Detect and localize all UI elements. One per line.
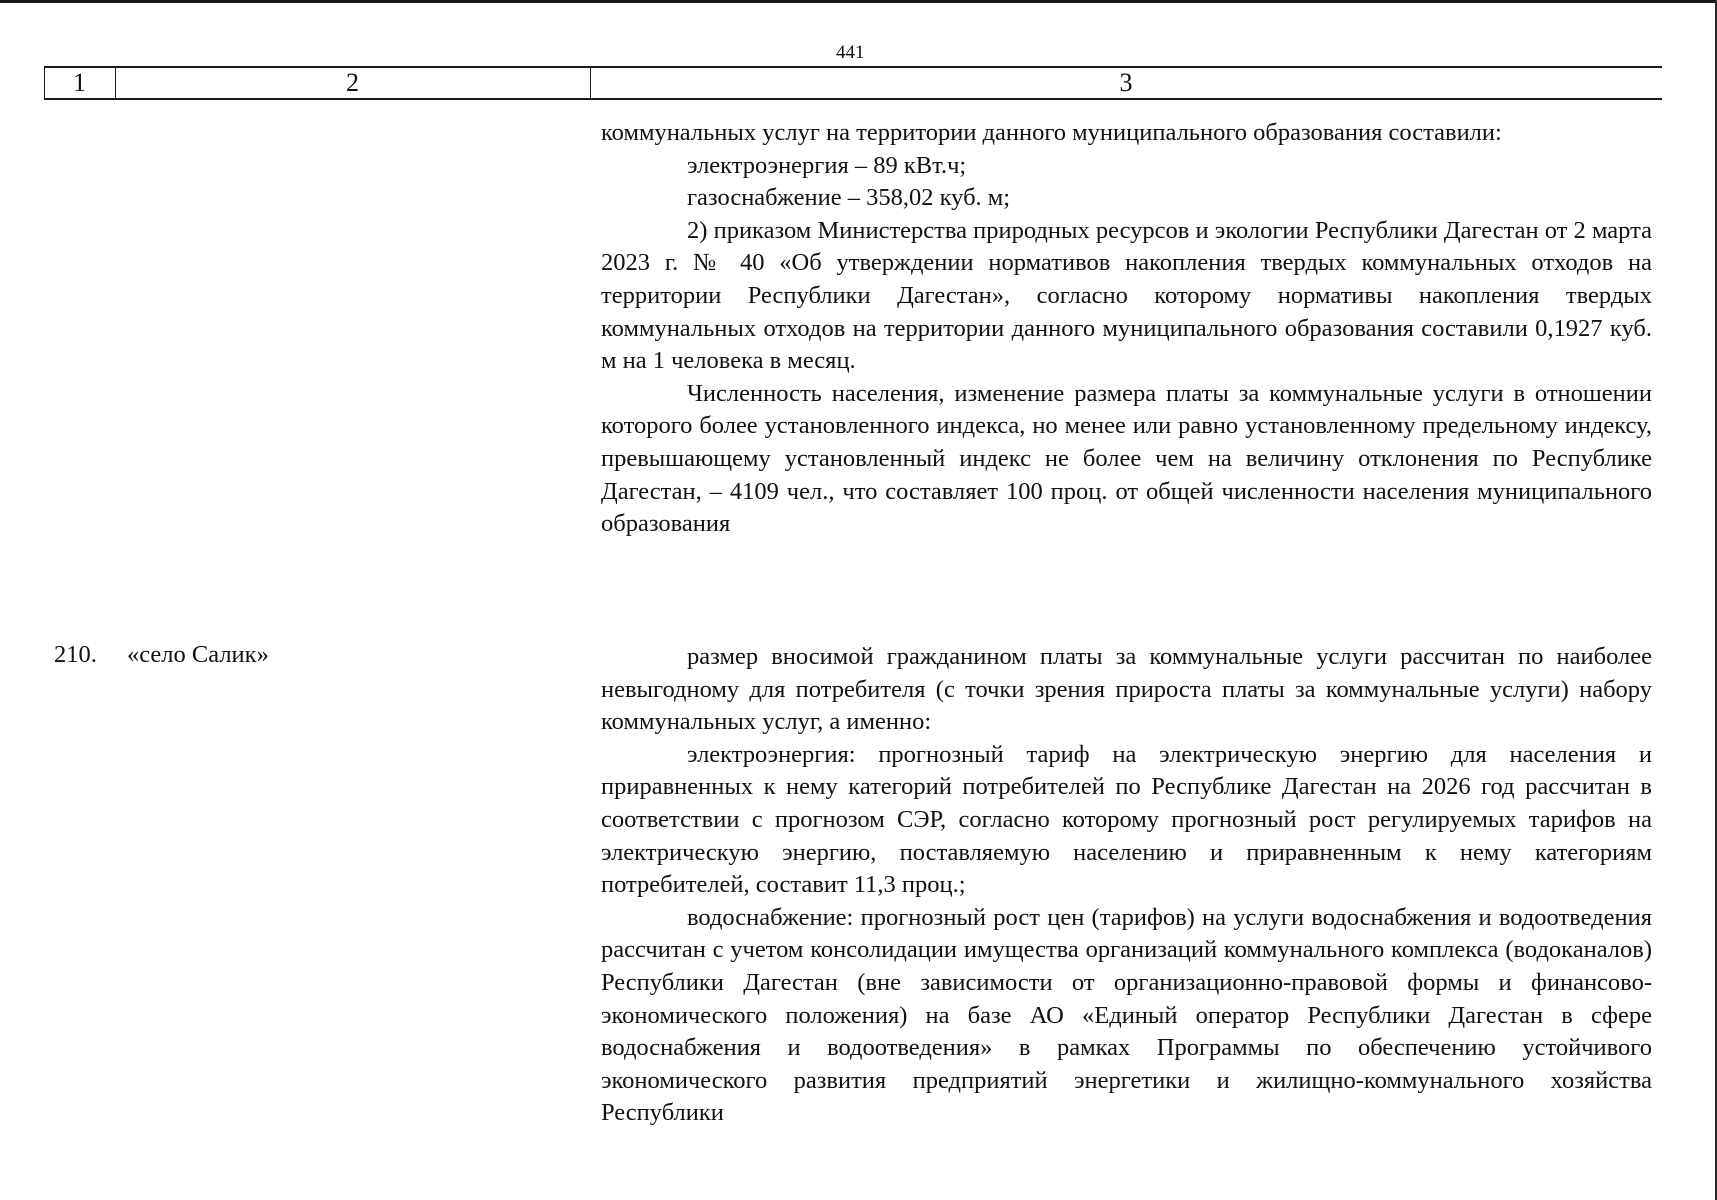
column-header-1: 1 [73, 68, 86, 97]
row-number: 210. [54, 641, 97, 668]
row-210-text-block [601, 641, 1652, 1130]
continuation-paragraph: коммунальных услуг на территории данного муниципального образования составили: [601, 119, 1502, 146]
column-header-3: 3 [1119, 68, 1133, 97]
continuation-text-block [601, 117, 1652, 541]
continuation-paragraph: Численность населения, изменение размера платы за коммунальные услуги в отношении которого более установленного индекса, но менее или равно установленному предельному индексу, превышающему установленный индекс не более чем на величину отклонения по Республике Дагестан, – 4109 чел., что составляет 100 проц. от общей численности населения муниципального образования [601, 379, 1652, 538]
scan-top-edge [0, 0, 1717, 3]
municipality-name: «село Салик» [127, 641, 269, 668]
page-number: 441 [836, 42, 865, 63]
row-210-paragraph: электроэнергия: прогнозный тариф на электрическую энергию для населения и приравненных к нему категорий потребителей по Республике Дагестан на 2026 год рассчитан в соответствии с прогнозом СЭР, согласно которому прогнозный рост регулируемых тарифов на электрическую энергию, поставляемую населению и приравненным к нему категориям потребителей, составит 11,3 проц.; [601, 740, 1652, 899]
continuation-paragraph: электроэнергия – 89 кВт.ч; [687, 151, 967, 179]
continuation-paragraph: газоснабжение – 358,02 куб. м; [687, 184, 1011, 212]
row-210-paragraph: водоснабжение: прогнозный рост цен (тарифов) на услуги водоснабжения и водоотведения рассчитан с учетом консолидации имущества организаций коммунального комплекса (водоканалов) Республики Дагестан (вне зависимости от организационно-правовой формы и финансово-экономического положения) на базе АО «Единый оператор Республики Дагестан в сфере водоснабжения и водоотведения» в рамках Программы по обеспечению устойчивого экономического развития предприятий энергетики и жилищно-коммунального хозяйства Республики [601, 903, 1652, 1127]
table-header-bottom-rule [44, 98, 1662, 100]
column-header-2: 2 [346, 68, 359, 97]
continuation-paragraph: 2) приказом Министерства природных ресурсов и экологии Республики Дагестан от 2 марта 2023 г. № 40 «Об утверждении нормативов накопления твердых коммунальных отходов на территории Республики Дагестан», согласно которому нормативы накопления твердых коммунальных отходов на территории данного муниципального образования составили 0,1927 куб. м на 1 человека в месяц. [601, 216, 1652, 375]
row-210-paragraph: размер вносимой гражданином платы за коммунальные услуги рассчитан по наиболее невыгодному для потребителя (с точки зрения прироста платы за коммунальные услуги) набору коммунальных услуг, а именно: [601, 643, 1652, 736]
